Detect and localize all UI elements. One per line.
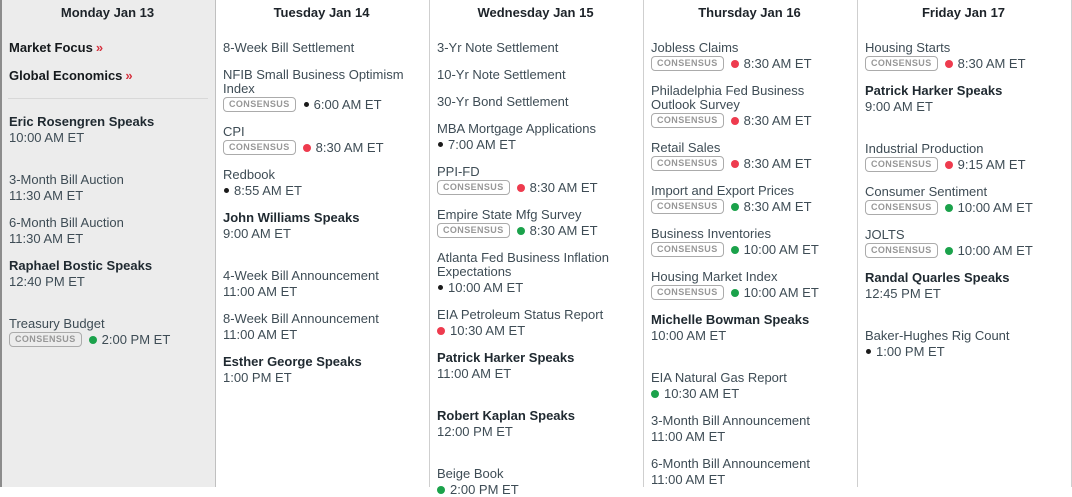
event-item — [651, 414, 848, 444]
event-item — [437, 351, 634, 381]
event-meta — [651, 56, 848, 71]
event-time: 11:00 AM ET — [223, 283, 298, 299]
status-dot-icon — [437, 327, 445, 335]
event-meta — [865, 344, 1062, 359]
consensus-badge[interactable]: CONSENSUS — [651, 113, 724, 128]
consensus-badge[interactable]: CONSENSUS — [437, 180, 510, 195]
event-item — [651, 227, 848, 257]
status-dot-icon — [517, 184, 525, 192]
event-item — [437, 251, 634, 295]
event-meta — [865, 56, 1062, 71]
event-item — [437, 122, 634, 152]
event-name: 6-Month Bill Auction — [9, 215, 124, 230]
event-meta — [223, 226, 420, 241]
event-time: 10:00 AM ET — [957, 199, 1033, 215]
event-time: 8:30 AM ET — [529, 222, 598, 238]
status-dot-icon — [731, 160, 739, 168]
event-time: 11:00 AM ET — [223, 326, 298, 342]
quick-link[interactable] — [9, 69, 206, 83]
status-dot-icon — [945, 161, 953, 169]
event-item — [9, 216, 206, 246]
event-name: Import and Export Prices — [651, 183, 795, 198]
day-column — [644, 0, 858, 487]
event-name: MBA Mortgage Applications — [437, 121, 596, 136]
event-meta — [9, 231, 206, 246]
event-item — [651, 141, 848, 171]
event-list — [865, 41, 1062, 359]
status-dot-icon — [89, 336, 97, 344]
event-item — [865, 329, 1062, 359]
event-time: 10:30 AM ET — [664, 385, 740, 401]
event-meta — [9, 130, 206, 145]
event-name: Treasury Budget — [9, 316, 105, 331]
event-meta — [437, 280, 634, 295]
event-name: Patrick Harker Speaks — [437, 350, 575, 365]
event-time: 10:00 AM ET — [743, 284, 819, 300]
event-item — [651, 371, 848, 401]
chevron-right-icon: » — [125, 68, 133, 83]
event-list — [437, 41, 634, 497]
event-item — [9, 115, 206, 145]
event-meta — [651, 242, 848, 257]
event-name: 6-Month Bill Announcement — [651, 456, 810, 471]
event-meta — [651, 472, 848, 487]
event-name: Robert Kaplan Speaks — [437, 408, 575, 423]
status-dot-icon — [731, 203, 739, 211]
event-name: Consumer Sentiment — [865, 184, 988, 199]
event-item — [223, 125, 420, 155]
event-item — [437, 41, 634, 55]
event-name: Baker-Hughes Rig Count — [865, 328, 1010, 343]
event-item — [437, 409, 634, 439]
event-time: 11:30 AM ET — [9, 187, 84, 203]
day-column — [430, 0, 644, 497]
consensus-badge[interactable]: CONSENSUS — [651, 56, 724, 71]
status-dot-icon — [731, 289, 739, 297]
event-time: 8:55 AM ET — [234, 182, 302, 198]
event-list — [223, 41, 420, 385]
status-dot-icon — [517, 227, 525, 235]
consensus-badge[interactable]: CONSENSUS — [651, 285, 724, 300]
consensus-badge[interactable]: CONSENSUS — [651, 156, 724, 171]
event-item — [223, 355, 420, 385]
event-time: 9:15 AM ET — [957, 156, 1026, 172]
quick-links — [9, 41, 206, 83]
event-list — [651, 41, 848, 487]
event-time: 11:00 AM ET — [437, 365, 512, 381]
event-name: Eric Rosengren Speaks — [9, 114, 155, 129]
event-time: 11:00 AM ET — [651, 471, 726, 487]
event-name: John Williams Speaks — [223, 210, 360, 225]
event-meta — [865, 99, 1062, 114]
event-name: 3-Yr Note Settlement — [437, 40, 559, 55]
event-item — [223, 68, 420, 112]
consensus-badge[interactable]: CONSENSUS — [865, 56, 938, 71]
event-item — [651, 457, 848, 487]
event-time: 10:00 AM ET — [448, 279, 524, 295]
event-meta — [223, 284, 420, 299]
event-meta — [651, 429, 848, 444]
event-name: EIA Natural Gas Report — [651, 370, 787, 385]
event-meta — [651, 156, 848, 171]
event-name: 30-Yr Bond Settlement — [437, 94, 569, 109]
event-time: 8:30 AM ET — [315, 139, 384, 155]
event-item — [223, 41, 420, 55]
event-time: 11:30 AM ET — [9, 230, 84, 246]
event-meta — [651, 386, 848, 401]
consensus-badge[interactable]: CONSENSUS — [865, 243, 938, 258]
event-item — [437, 467, 634, 497]
consensus-badge[interactable]: CONSENSUS — [437, 223, 510, 238]
event-item — [651, 84, 848, 128]
event-item — [9, 173, 206, 203]
event-time: 11:00 AM ET — [651, 428, 726, 444]
event-meta — [9, 274, 206, 289]
event-meta — [437, 366, 634, 381]
event-name: EIA Petroleum Status Report — [437, 307, 604, 322]
event-time: 8:30 AM ET — [743, 155, 812, 171]
day-column — [858, 0, 1072, 487]
event-time: 9:00 AM ET — [223, 225, 291, 241]
day-header: Tuesday Jan 14 — [273, 5, 370, 20]
status-dot-icon — [224, 188, 229, 193]
event-meta — [865, 243, 1062, 258]
event-meta — [651, 199, 848, 214]
event-meta — [9, 188, 206, 203]
status-dot-icon — [651, 390, 659, 398]
status-dot-icon — [303, 144, 311, 152]
event-time: 2:00 PM ET — [450, 481, 519, 497]
status-dot-icon — [438, 142, 443, 147]
event-meta — [865, 286, 1062, 301]
event-item — [437, 308, 634, 338]
event-name: 8-Week Bill Settlement — [223, 40, 355, 55]
status-dot-icon — [866, 349, 871, 354]
event-meta — [651, 113, 848, 128]
event-name: Housing Starts — [865, 40, 951, 55]
event-name: 8-Week Bill Announcement — [223, 311, 379, 326]
event-meta — [9, 332, 206, 347]
event-item — [651, 184, 848, 214]
consensus-badge[interactable]: CONSENSUS — [651, 199, 724, 214]
event-item — [865, 142, 1062, 172]
event-time: 1:00 PM ET — [876, 343, 945, 359]
status-dot-icon — [945, 60, 953, 68]
event-meta — [651, 328, 848, 343]
consensus-badge[interactable]: CONSENSUS — [223, 140, 296, 155]
event-name: Philadelphia Fed Business Outlook Survey — [651, 83, 805, 112]
event-meta — [437, 323, 634, 338]
event-time: 7:00 AM ET — [448, 136, 516, 152]
event-meta — [223, 183, 420, 198]
event-name: JOLTS — [865, 227, 905, 242]
event-item — [865, 271, 1062, 301]
event-time: 12:45 PM ET — [865, 285, 941, 301]
day-column — [216, 0, 430, 487]
event-meta — [223, 140, 420, 155]
event-name: 10-Yr Note Settlement — [437, 67, 566, 82]
day-header: Thursday Jan 16 — [698, 5, 801, 20]
event-meta — [223, 327, 420, 342]
event-item — [865, 228, 1062, 258]
event-name: Redbook — [223, 167, 276, 182]
event-time: 9:00 AM ET — [865, 98, 933, 114]
event-time: 6:00 AM ET — [313, 96, 382, 112]
event-meta — [865, 200, 1062, 215]
event-time: 8:30 AM ET — [743, 198, 812, 214]
consensus-badge[interactable]: CONSENSUS — [865, 157, 938, 172]
event-time: 1:00 PM ET — [223, 369, 292, 385]
event-name: Jobless Claims — [651, 40, 739, 55]
day-header: Friday Jan 17 — [921, 5, 1006, 20]
event-name: PPI-FD — [437, 164, 480, 179]
day-header: Wednesday Jan 15 — [477, 5, 594, 20]
event-meta — [437, 482, 634, 497]
event-meta — [437, 180, 634, 195]
event-name: Raphael Bostic Speaks — [9, 258, 153, 273]
quick-link-label[interactable]: Global Economics — [9, 68, 123, 83]
day-header: Monday Jan 13 — [60, 5, 155, 20]
event-name: Atlanta Fed Business Inflation Expectations — [437, 250, 609, 279]
event-item — [9, 317, 206, 347]
event-time: 8:30 AM ET — [743, 55, 812, 71]
event-item — [223, 211, 420, 241]
event-meta — [437, 223, 634, 238]
day-column — [2, 0, 216, 487]
event-meta — [437, 137, 634, 152]
consensus-badge[interactable]: CONSENSUS — [223, 97, 296, 112]
status-dot-icon — [731, 246, 739, 254]
event-time: 2:00 PM ET — [101, 331, 171, 347]
event-list — [9, 115, 206, 347]
quick-link-label[interactable]: Market Focus — [9, 40, 93, 55]
event-name: Empire State Mfg Survey — [437, 207, 582, 222]
event-time: 10:00 AM ET — [651, 327, 727, 343]
event-item — [437, 208, 634, 238]
chevron-right-icon: » — [95, 40, 104, 55]
event-time: 8:30 AM ET — [957, 55, 1026, 71]
consensus-badge[interactable]: CONSENSUS — [9, 332, 82, 347]
event-item — [865, 41, 1062, 71]
event-item — [437, 165, 634, 195]
event-name: Housing Market Index — [651, 269, 778, 284]
event-meta — [865, 157, 1062, 172]
event-time: 12:00 PM ET — [437, 423, 513, 439]
event-name: Randal Quarles Speaks — [865, 270, 1010, 285]
event-time: 10:00 AM ET — [743, 241, 819, 257]
event-item — [651, 41, 848, 71]
status-dot-icon — [304, 102, 309, 107]
event-name: NFIB Small Business Optimism Index — [223, 67, 404, 96]
status-dot-icon — [731, 60, 739, 68]
event-name: Retail Sales — [651, 140, 721, 155]
consensus-badge[interactable]: CONSENSUS — [865, 200, 938, 215]
status-dot-icon — [945, 204, 953, 212]
event-item — [9, 259, 206, 289]
consensus-badge[interactable]: CONSENSUS — [651, 242, 724, 257]
event-time: 10:00 AM ET — [9, 129, 85, 145]
event-name: CPI — [223, 124, 245, 139]
status-dot-icon — [438, 285, 443, 290]
event-time: 8:30 AM ET — [529, 179, 598, 195]
event-meta — [223, 370, 420, 385]
status-dot-icon — [945, 247, 953, 255]
event-name: 3-Month Bill Announcement — [651, 413, 810, 428]
quick-link[interactable] — [9, 41, 206, 55]
event-item — [865, 185, 1062, 215]
event-name: 3-Month Bill Auction — [9, 172, 124, 187]
event-name: Beige Book — [437, 466, 504, 481]
event-item — [223, 168, 420, 198]
event-time: 10:00 AM ET — [957, 242, 1033, 258]
event-meta — [437, 424, 634, 439]
event-item — [651, 313, 848, 343]
event-time: 12:40 PM ET — [9, 273, 85, 289]
event-item — [651, 270, 848, 300]
event-name: Business Inventories — [651, 226, 771, 241]
event-name: Michelle Bowman Speaks — [651, 312, 810, 327]
event-name: 4-Week Bill Announcement — [223, 268, 379, 283]
event-name: Patrick Harker Speaks — [865, 83, 1003, 98]
event-item — [437, 68, 634, 82]
event-item — [223, 269, 420, 299]
event-item — [865, 84, 1062, 114]
event-time: 10:30 AM ET — [450, 322, 526, 338]
event-name: Industrial Production — [865, 141, 984, 156]
event-meta — [223, 97, 420, 112]
event-name: Esther George Speaks — [223, 354, 362, 369]
status-dot-icon — [731, 117, 739, 125]
event-item — [437, 95, 634, 109]
event-item — [223, 312, 420, 342]
event-time: 8:30 AM ET — [743, 112, 812, 128]
event-meta — [651, 285, 848, 300]
links-divider — [8, 98, 208, 99]
